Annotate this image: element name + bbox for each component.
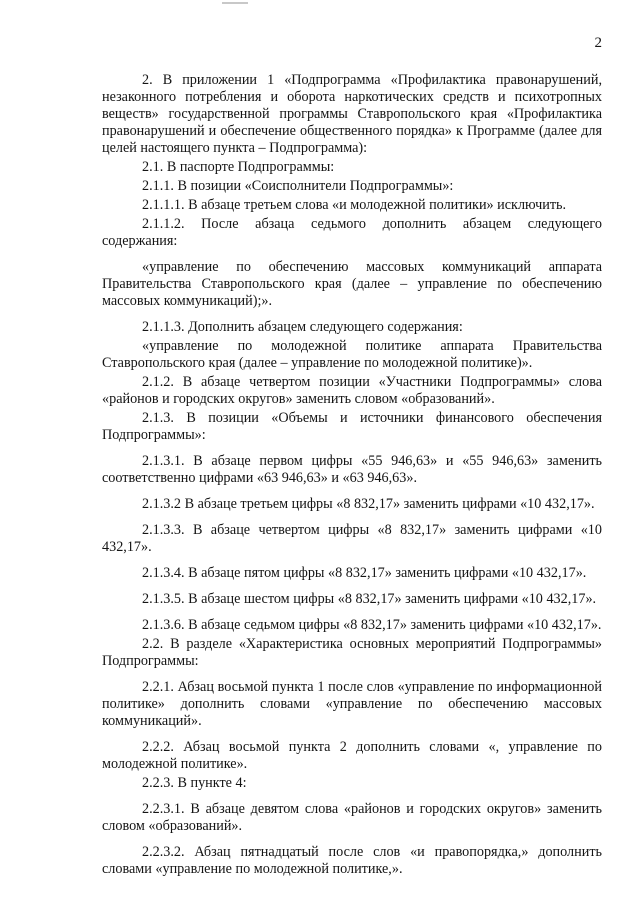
paragraph: 2.2.3. В пункте 4:: [142, 775, 247, 791]
paragraph: 2.2. В разделе «Характеристика основных мероприятий Подпрограммы» Подпрограммы:: [102, 636, 602, 669]
paragraph: 2.1.3.2 В абзаце третьем цифры «8 832,17» заменить цифрами «10 432,17».: [142, 496, 595, 512]
paragraph: 2.2.3.2. Абзац пятнадцатый после слов «и правопорядка,» дополнить словами «управление по молодежной политике,».: [102, 844, 602, 877]
paragraph: 2.2.3.1. В абзаце девятом слова «районов и городских округов» заменить словом «образований».: [102, 801, 602, 834]
paragraph: 2.1.1.2. После абзаца седьмого дополнить абзацем следующего содержания:: [102, 216, 602, 249]
paragraph: 2.1.3.5. В абзаце шестом цифры «8 832,17» заменить цифрами «10 432,17».: [142, 591, 597, 607]
paragraph: 2.1.3.3. В абзаце четвертом цифры «8 832,17» заменить цифрами «10 432,17».: [102, 522, 602, 555]
paragraph: 2.2.2. Абзац восьмой пункта 2 дополнить словами «, управление по молодежной политике».: [102, 739, 602, 772]
paragraph: 2.1.1.1. В абзаце третьем слова «и молодежной политики» исключить.: [142, 197, 567, 213]
document-body: [102, 72, 602, 880]
paragraph: 2.1.2. В абзаце четвертом позиции «Участники Подпрограммы» слова «районов и городских округов» заменить словом «образований».: [102, 374, 602, 407]
scan-artifact: [222, 2, 248, 4]
paragraph: 2.1.3.1. В абзаце первом цифры «55 946,63» и «55 946,63» заменить соответственно цифрами «63 946,63» и «63 946,63».: [102, 453, 602, 486]
page-number: 2: [594, 35, 602, 51]
paragraph: «управление по молодежной политике аппарата Правительства Ставропольского края (далее – управление по молодежной политике)».: [102, 338, 602, 371]
paragraph: 2.1.3.4. В абзаце пятом цифры «8 832,17» заменить цифрами «10 432,17».: [142, 565, 587, 581]
paragraph: 2. В приложении 1 «Подпрограмма «Профилактика правонарушений, незаконного потребления и оборота наркотических средств и психотропных веществ» государственной программы Ставропольского края «Профилактика правонарушений и обеспечение общественного порядка» к Программе (далее для целей настоящего пункта – Подпрограмма):: [102, 72, 602, 156]
paragraph: 2.1. В паспорте Подпрограммы:: [142, 159, 335, 175]
paragraph: 2.1.3.6. В абзаце седьмом цифры «8 832,17» заменить цифрами «10 432,17».: [142, 617, 602, 633]
paragraph: 2.1.3. В позиции «Объемы и источники финансового обеспечения Подпрограммы»:: [102, 410, 602, 443]
paragraph: 2.1.1.3. Дополнить абзацем следующего содержания:: [142, 319, 463, 335]
paragraph: «управление по обеспечению массовых коммуникаций аппарата Правительства Ставропольского края (далее – управление по обеспечению массовых коммуникаций);».: [102, 259, 602, 309]
paragraph: 2.2.1. Абзац восьмой пункта 1 после слов «управление по информационной политике» дополнить словами «управление по обеспечению массовых коммуникаций».: [102, 679, 602, 729]
paragraph: 2.1.1. В позиции «Соисполнители Подпрограммы»:: [142, 178, 454, 194]
